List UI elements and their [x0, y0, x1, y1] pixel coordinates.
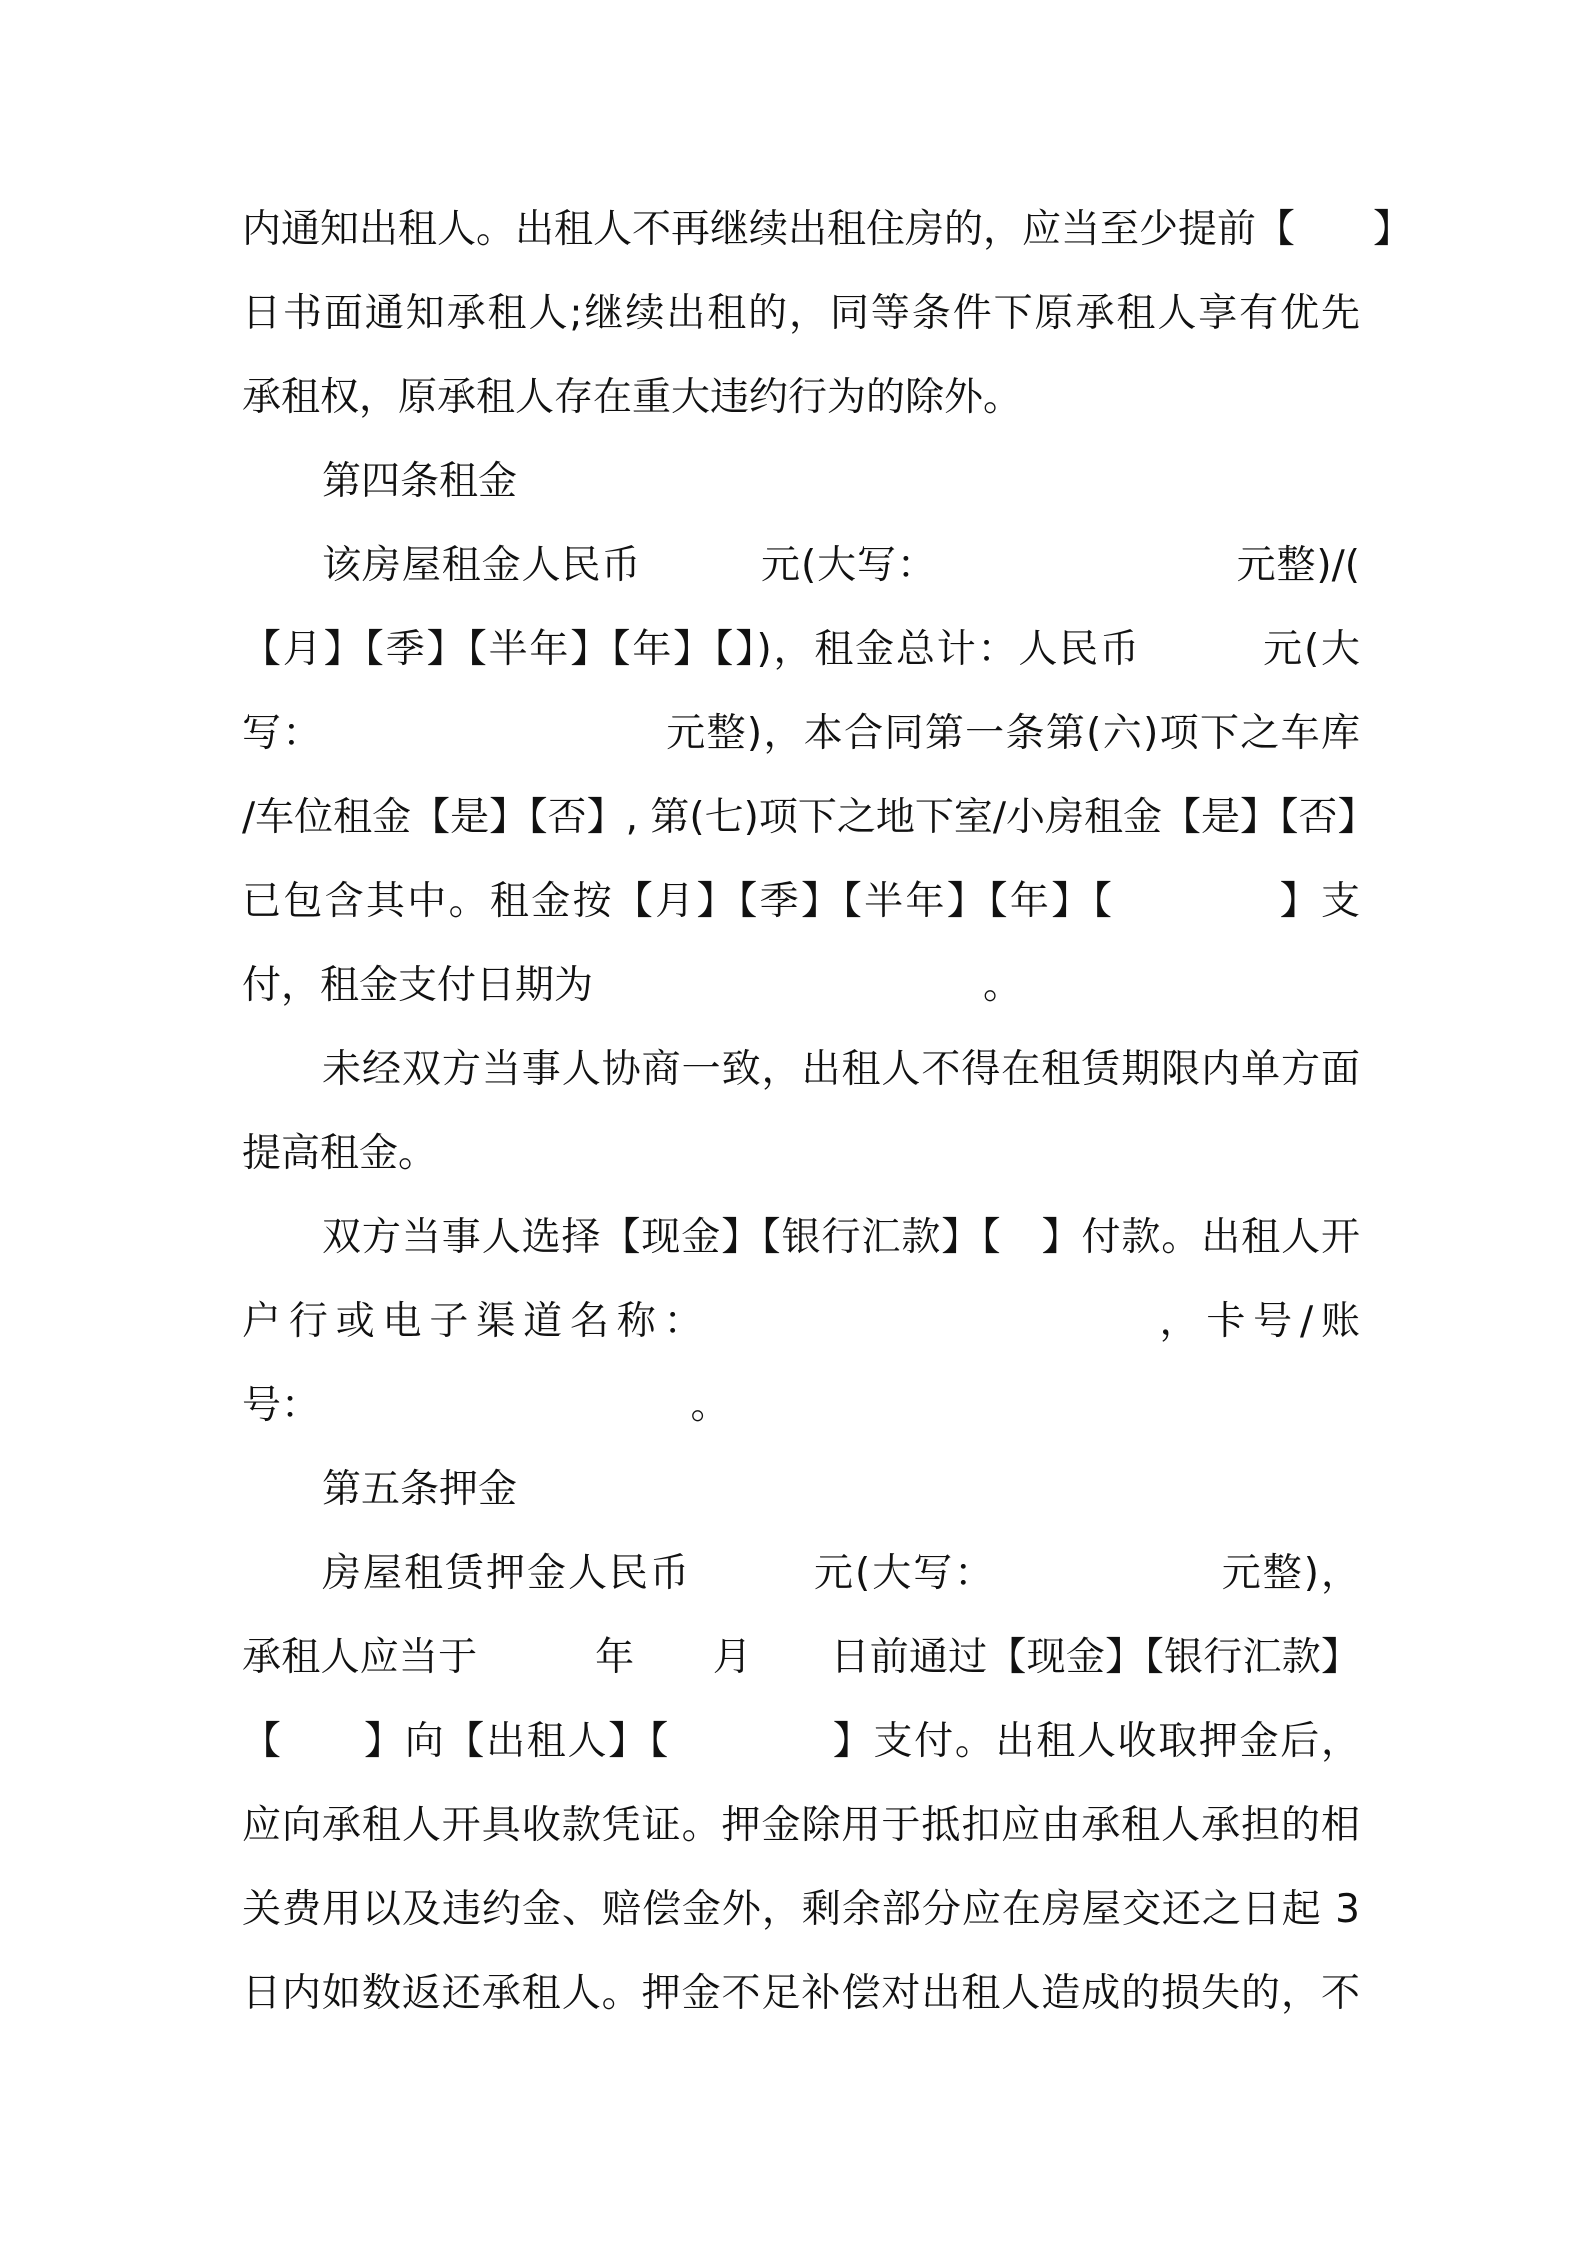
text-line-6: 【月】【季】【半年】【年】【】)，租金总计：人民币 元(大 — [242, 627, 1360, 672]
text-line-7: 写： 元整)，本合同第一条第(六)项下之车库 — [242, 711, 1360, 756]
text-line-9: 已包含其中。租金按【月】【季】【半年】【年】【 】支 — [242, 879, 1360, 924]
text-line-10: 付，租金支付日期为 。 — [242, 963, 1023, 1008]
text-line-14: 户行或电子渠道名称： ，卡号/账 — [242, 1299, 1360, 1344]
text-line-22: 日内如数返还承租人。押金不足补偿对出租人造成的损失的，不 — [242, 1971, 1360, 2016]
text-line-15: 号： 。 — [242, 1383, 730, 1428]
text-line-17: 房屋租赁押金人民币 元(大写： 元整)， — [322, 1551, 1360, 1596]
section-heading-rent: 第四条租金 — [322, 459, 518, 504]
section-heading-deposit: 第五条押金 — [322, 1467, 518, 1512]
text-line-8: /车位租金【是】【否】, 第(七)项下之地下室/小房租金【是】【否】 — [242, 795, 1377, 840]
text-line-11: 未经双方当事人协商一致，出租人不得在租赁期限内单方面 — [322, 1047, 1360, 1092]
text-line-21: 关费用以及违约金、赔偿金外，剩余部分应在房屋交还之日起 3 — [242, 1887, 1360, 1932]
text-line-12: 提高租金。 — [242, 1131, 438, 1176]
text-line-20: 应向承租人开具收款凭证。押金除用于抵扣应由承租人承担的相 — [242, 1803, 1360, 1848]
text-line-18: 承租人应当于 年 月 日前通过【现金】【银行汇款】 — [242, 1635, 1360, 1680]
text-line-2: 日书面通知承租人;继续出租的，同等条件下原承租人享有优先 — [242, 291, 1360, 336]
text-line-5: 该房屋租金人民币 元(大写： 元整)/( — [322, 543, 1360, 588]
text-line-13: 双方当事人选择【现金】【银行汇款】【 】付款。出租人开 — [322, 1215, 1360, 1260]
text-line-3: 承租权，原承租人存在重大违约行为的除外。 — [242, 375, 1023, 420]
text-line-1: 内通知出租人。出租人不再继续出租住房的，应当至少提前【 】 — [242, 207, 1413, 252]
text-line-19: 【 】向【出租人】【 】支付。出租人收取押金后， — [242, 1719, 1360, 1764]
